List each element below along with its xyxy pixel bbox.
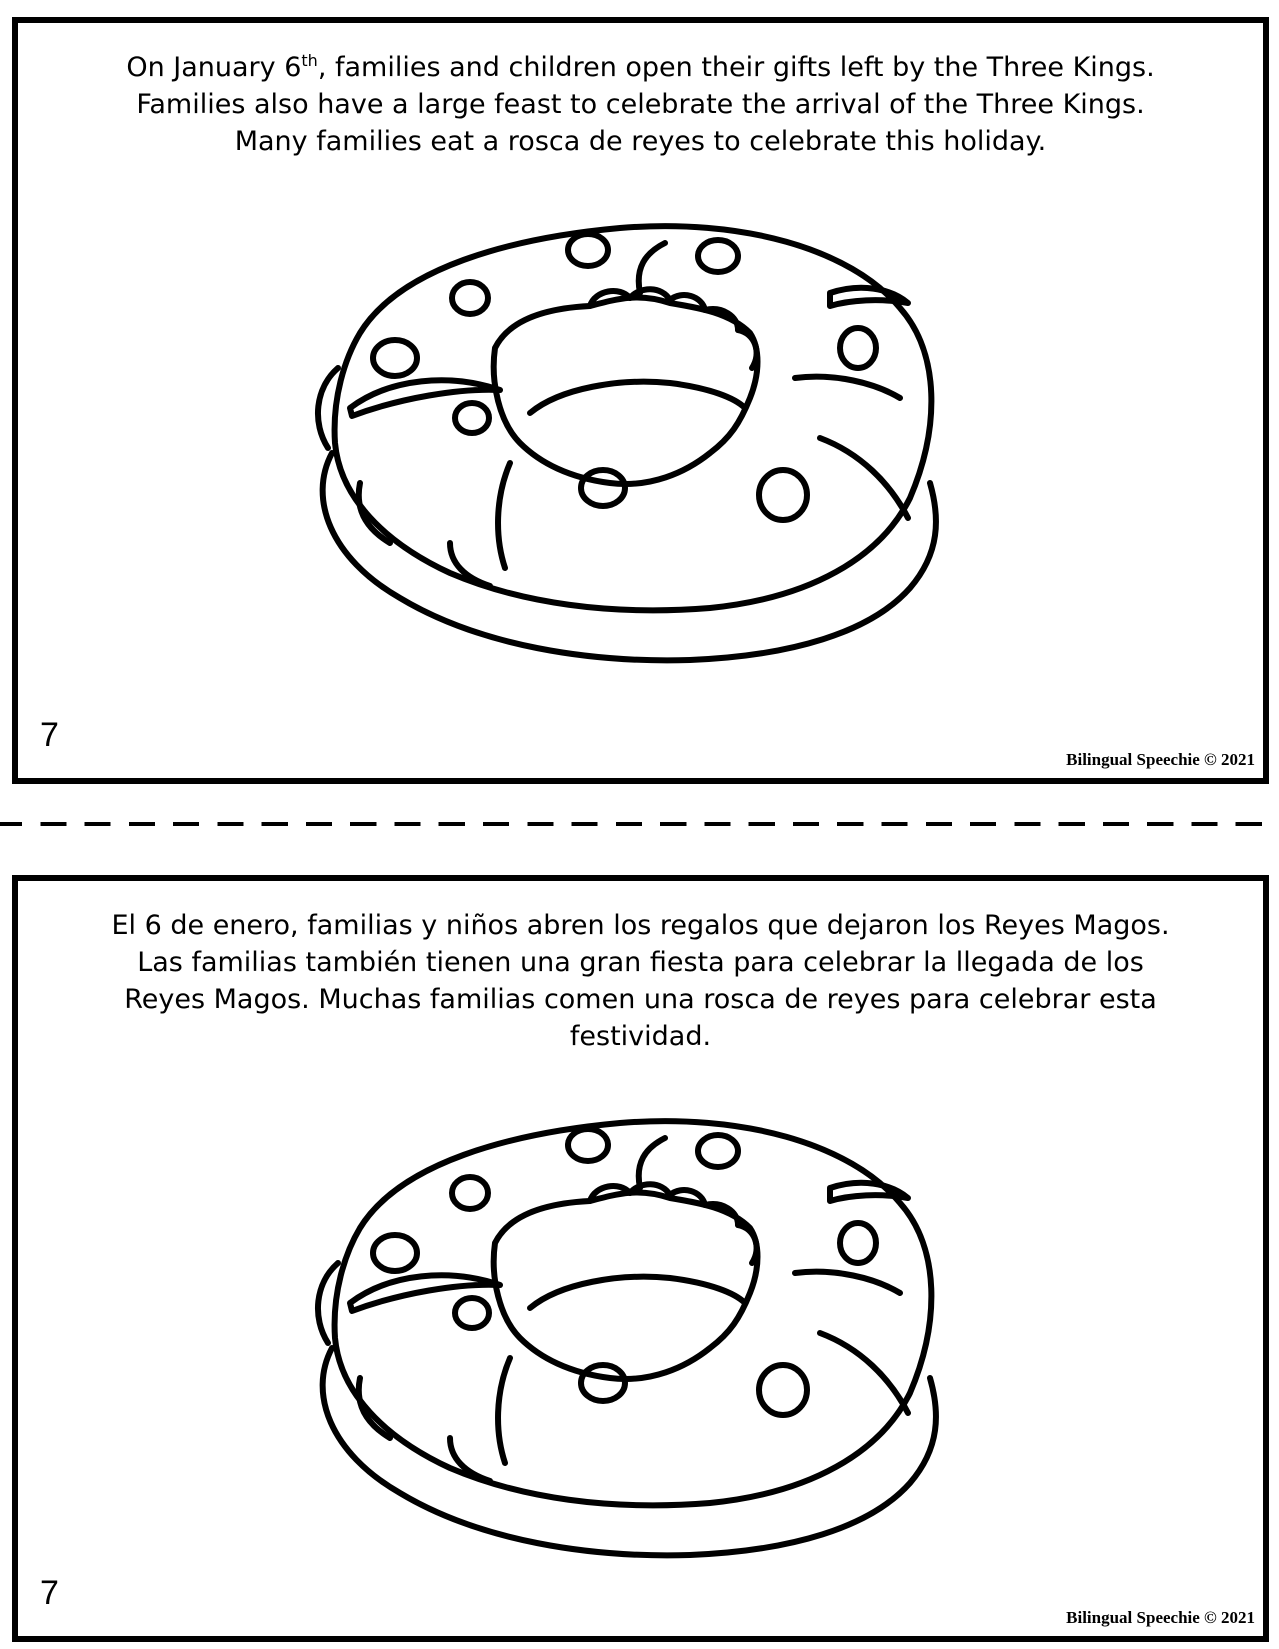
english-story-line-1 <box>38 49 1243 86</box>
spanish-story-line-3: Reyes Magos. Muchas familias comen una rosca de reyes para celebrar esta <box>124 984 1157 1015</box>
cut-line-divider <box>0 822 1279 826</box>
english-page-card <box>12 17 1269 784</box>
english-story-line-2: Families also have a large feast to celebrate the arrival of the Three Kings. <box>136 89 1145 120</box>
spanish-story-line-2: Las familias también tienen una gran fiesta para celebrar la llegada de los <box>137 947 1144 978</box>
copyright-credit: Bilingual Speechie © 2021 <box>1066 750 1255 769</box>
rosca-de-reyes-icon <box>290 1093 1010 1588</box>
english-story-line-3: Many families eat a rosca de reyes to celebrate this holiday. <box>234 126 1047 157</box>
page-number: 7 <box>40 716 59 754</box>
spanish-story-text <box>38 907 1243 1055</box>
spanish-page-card <box>12 875 1269 1642</box>
rosca-de-reyes-icon <box>290 198 1010 693</box>
spanish-story-line-4: festividad. <box>569 1021 712 1052</box>
copyright-credit: Bilingual Speechie © 2021 <box>1066 1608 1255 1627</box>
english-story-line-1-end: , families and children open their gifts left by the Three Kings. <box>317 52 1155 83</box>
page-number: 7 <box>40 1574 59 1612</box>
english-story-text <box>38 49 1243 160</box>
spanish-story-line-1: El 6 de enero, familias y niños abren los regalos que dejaron los Reyes Magos. <box>111 910 1170 941</box>
english-story-line-1-start: On January 6 <box>126 52 302 83</box>
ordinal-suffix: th <box>301 51 318 70</box>
